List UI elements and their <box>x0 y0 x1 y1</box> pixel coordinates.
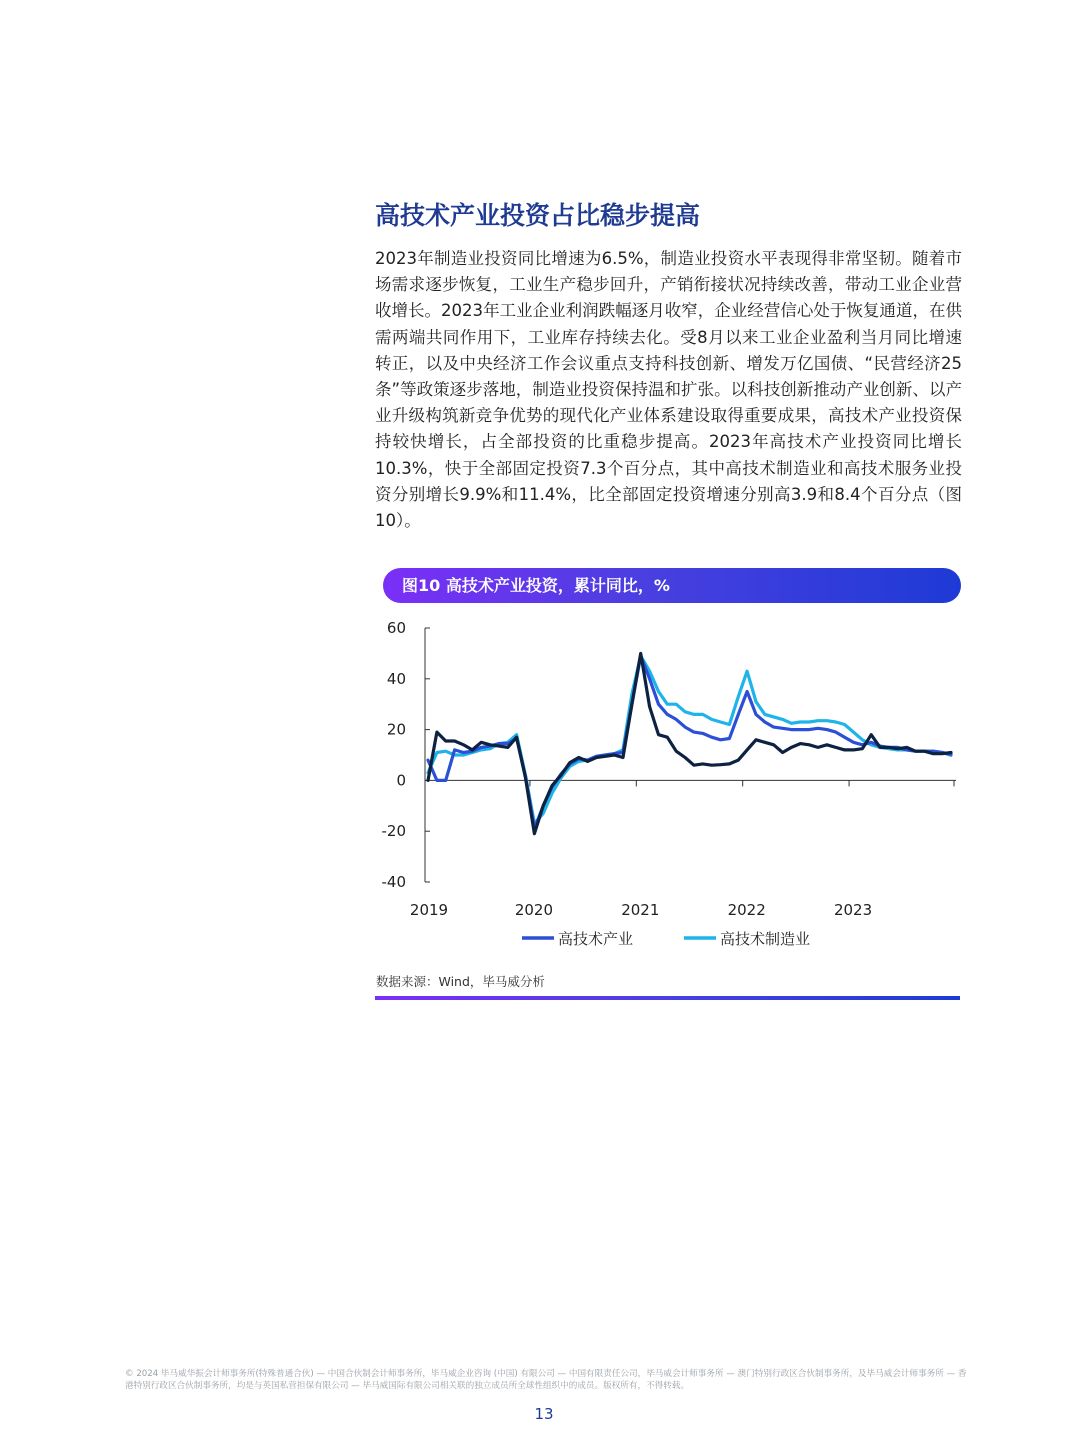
footer-legal: © 2024 毕马威华振会计师事务所(特殊普通合伙) — 中国合伙制会计师事务所，毕马威企业咨询 (中国) 有限公司 — 中国有限责任公司，毕马威会计师事务所 — 澳门特别行政区合伙制事务所，及毕马威会计师事务所 — 香港特别行政区合伙制事务所，均是与英国私营担保有限公司 — 毕马威国际有限公司相关联的独立成员所全球性组织中的成员。版权所有，不得转载。 <box>125 1369 967 1391</box>
line-chart <box>370 612 970 962</box>
section-title: 高技术产业投资占比稳步提高 <box>375 201 701 230</box>
legend-label: 高技术制造业 <box>720 930 811 948</box>
series-line-2 <box>428 656 951 824</box>
source-note: 数据来源：Wind，毕马威分析 <box>376 974 545 989</box>
source-divider <box>375 996 960 1000</box>
x-tick-label: 2022 <box>727 901 766 919</box>
x-tick-label: 2021 <box>621 901 660 919</box>
figure-title-banner <box>383 568 961 603</box>
x-tick-label: 2020 <box>514 901 554 919</box>
y-tick-label: -40 <box>381 873 406 891</box>
figure-title: 图10 高技术产业投资，累计同比，% <box>402 576 670 595</box>
x-tick-label: 2023 <box>833 901 873 919</box>
y-tick-label: 20 <box>386 720 406 739</box>
y-tick-label: 0 <box>396 771 406 790</box>
y-tick-label: -20 <box>381 822 406 841</box>
legend-label: 高技术产业 <box>558 930 634 948</box>
x-tick-label: 2019 <box>409 901 449 919</box>
body-paragraph: 2023年制造业投资同比增速为6.5%，制造业投资水平表现得非常坚韧。随着市场需求逐步恢复，工业生产稳步回升，产销衔接状况持续改善，带动工业企业营收增长。2023年工业企业利润跌幅逐月收窄，企业经营信心处于恢复通道，在供需两端共同作用下，工业库存持续去化。受8月以来工业企业盈利当月同比增速转正，以及中央经济工作会议重点支持科技创新、增发万亿国债、“民营经济25条”等政策逐步落地，制造业投资保持温和扩张。以科技创新推动产业创新、以产业升级构筑新竞争优势的现代化产业体系建设取得重要成果，高技术产业投资保持较快增长，占全部投资的比重稳步提高。2023年高技术产业投资同比增长10.3%，快于全部固定投资7.3个百分点，其中高技术制造业和高技术服务业投资分别增长9.9%和11.4%，比全部固定投资增速分别高3.9和8.4个百分点（图10）。 <box>375 249 962 531</box>
y-tick-label: 40 <box>386 669 406 688</box>
page-number: 13 <box>534 1405 554 1423</box>
y-tick-label: 60 <box>386 619 406 637</box>
series-line-1 <box>428 656 951 829</box>
